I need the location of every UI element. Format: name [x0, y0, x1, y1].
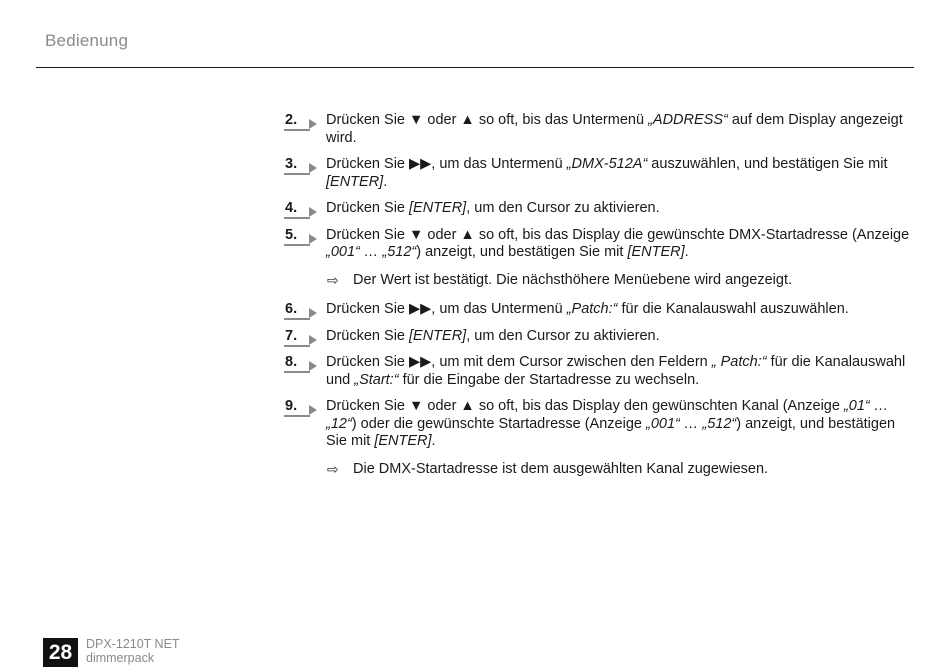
step-number-marker — [284, 200, 318, 218]
step-underline — [284, 244, 310, 246]
step-item — [283, 112, 915, 147]
step-text-emphasis: „ Patch:“ — [711, 354, 767, 370]
step-text-segment: , um den Cursor zu aktivieren. — [466, 327, 660, 344]
step-number-marker — [284, 301, 318, 319]
step-number: 6. — [285, 301, 298, 317]
step-text-segment: Drücken Sie ▶▶, um das Untermenü — [326, 156, 567, 172]
step-text-segment: Drücken Sie — [326, 327, 410, 344]
page-header-title: Bedienung — [45, 31, 129, 50]
step-text-segment: ) oder die gewünschte Startadresse (Anzeige — [351, 415, 646, 432]
step-underline — [284, 371, 310, 373]
step-text-segment: für die Kanalauswahl auszuwählen. — [617, 301, 849, 317]
step-number-marker — [284, 156, 318, 174]
step-text-emphasis: „001“ … „512“ — [326, 244, 417, 260]
step-text-segment: , um den Cursor zu aktivieren. — [466, 200, 660, 216]
step-underline — [284, 415, 310, 417]
step-text-segment: Drücken Sie — [326, 200, 410, 216]
step-underline — [284, 318, 310, 320]
step-item — [283, 398, 915, 451]
step-text-segment: Drücken Sie ▼ oder ▲ so oft, bis das Display die gewünschte DMX-Startadresse (Anzeige — [326, 226, 910, 243]
step-text-segment: Drücken Sie ▼ oder ▲ so oft, bis das Untermenü — [326, 112, 649, 128]
step-underline — [284, 345, 310, 347]
step-number: 2. — [285, 112, 298, 128]
step-result-text: Der Wert ist bestätigt. Die nächsthöhere Menüebene wird angezeigt. — [353, 271, 793, 288]
step-text-emphasis: „Patch:“ — [566, 301, 618, 317]
step-text-segment: Drücken Sie ▶▶, um mit dem Cursor zwischen den Feldern — [326, 354, 712, 370]
footer-product-type: dimmerpack — [86, 651, 155, 665]
step-text-emphasis: [ENTER] — [374, 433, 432, 449]
step-text-emphasis: „DMX-512A“ — [566, 156, 648, 172]
step-arrow-icon — [309, 335, 317, 345]
step-text-segment: für die Kanalauswahl und — [326, 354, 906, 388]
step-item — [283, 328, 915, 346]
result-arrow-icon: ⇨ — [327, 460, 339, 477]
step-text-emphasis: „ADDRESS“ — [648, 112, 728, 128]
step-text — [326, 156, 915, 191]
step-text-emphasis: „Start:“ — [354, 371, 399, 388]
step-number: 4. — [285, 200, 298, 216]
step-number-marker — [284, 354, 318, 372]
step-arrow-icon — [309, 405, 317, 415]
step-arrow-icon — [309, 361, 317, 371]
step-text-segment: auszuwählen, und bestätigen Sie mit — [647, 156, 888, 172]
step-item — [283, 156, 915, 191]
step-arrow-icon — [309, 119, 317, 129]
step-text-emphasis: [ENTER] — [627, 244, 685, 260]
step-text — [326, 112, 915, 147]
step-text-segment: . — [684, 244, 689, 260]
step-result-text: Die DMX-Startadresse ist dem ausgewählten Kanal zugewiesen. — [353, 460, 769, 477]
step-item — [283, 354, 915, 389]
step-number-marker — [284, 227, 318, 245]
step-arrow-icon — [309, 163, 317, 173]
step-text-emphasis: „001“ … „512“ — [646, 415, 737, 432]
step-underline — [284, 173, 310, 175]
result-arrow-icon: ⇨ — [327, 271, 339, 288]
step-text-emphasis: „01“ … „12“ — [326, 398, 889, 432]
step-text-segment: für die Eingabe der Startadresse zu wechseln. — [398, 371, 700, 388]
page-number: 28 — [43, 638, 78, 667]
step-number-marker — [284, 398, 318, 416]
step-text — [326, 328, 915, 346]
step-text-segment: auf dem Display angezeigt wird. — [326, 112, 903, 146]
step-text-emphasis: [ENTER] — [409, 327, 467, 344]
step-number: 8. — [285, 354, 298, 370]
step-text-emphasis: [ENTER] — [409, 200, 467, 216]
step-text-segment: . — [431, 433, 436, 449]
step-arrow-icon — [309, 207, 317, 217]
step-text-segment: ) anzeigt, und bestätigen Sie mit — [416, 244, 628, 260]
step-item — [283, 301, 915, 319]
step-text-segment: Drücken Sie ▼ oder ▲ so oft, bis das Display den gewünschten Kanal (Anzeige — [326, 398, 844, 414]
step-item — [283, 227, 915, 262]
step-text-segment: Drücken Sie ▶▶, um das Untermenü — [326, 301, 567, 317]
step-number: 5. — [285, 226, 298, 243]
step-underline — [284, 129, 310, 131]
step-text-emphasis: [ENTER] — [326, 173, 384, 190]
step-number: 9. — [285, 398, 298, 414]
step-underline — [284, 217, 310, 219]
instruction-steps — [283, 112, 915, 490]
step-text — [326, 200, 915, 218]
step-text — [326, 398, 915, 451]
step-text-segment: . — [383, 173, 388, 190]
step-result — [283, 272, 915, 290]
step-number: 7. — [285, 327, 298, 344]
step-arrow-icon — [309, 308, 317, 318]
step-number-marker — [284, 328, 318, 346]
header-divider — [36, 67, 914, 68]
step-text-segment: ) anzeigt, und bestätigen Sie mit — [326, 415, 896, 449]
step-item — [283, 200, 915, 218]
step-text — [326, 227, 915, 262]
step-number-marker — [284, 112, 318, 130]
step-text — [326, 301, 915, 319]
step-number: 3. — [285, 156, 298, 172]
step-text — [326, 354, 915, 389]
footer-model-name: DPX-1210T NET — [86, 637, 180, 651]
step-result — [283, 461, 915, 479]
step-arrow-icon — [309, 234, 317, 244]
